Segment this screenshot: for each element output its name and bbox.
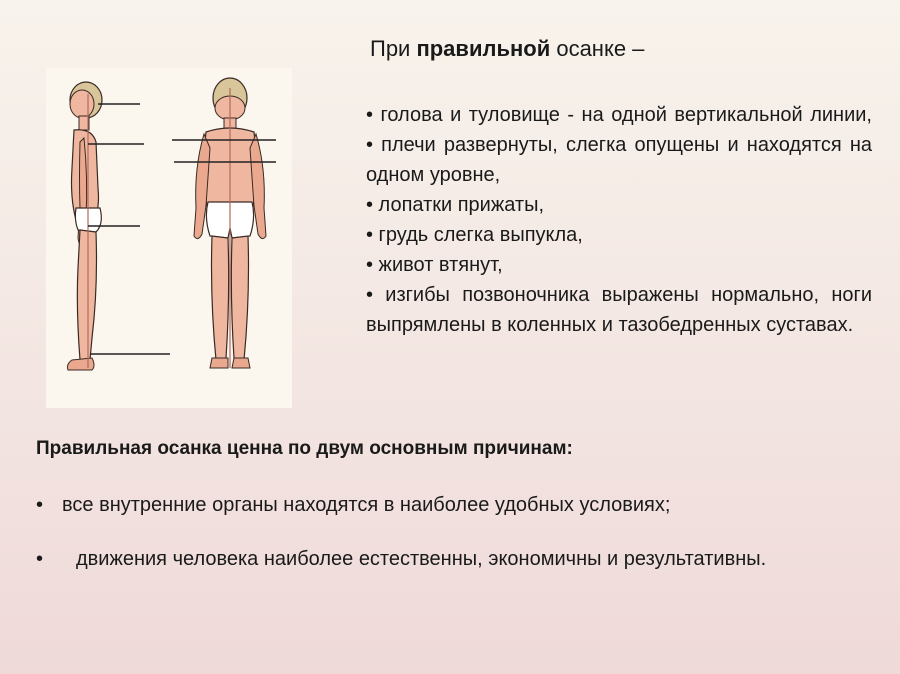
back-view-figure xyxy=(194,78,266,368)
feature-item: • живот втянут, xyxy=(366,254,503,276)
posture-illustration xyxy=(46,68,292,408)
reason-item xyxy=(36,490,866,521)
bullet-dot: • xyxy=(36,494,44,516)
title-bold: правильной xyxy=(416,36,551,61)
reason-text: все внутренние органы находятся в наиболее удобных условиях; xyxy=(62,494,671,516)
page-title xyxy=(370,36,644,62)
feature-item: • грудь слегка выпукла, xyxy=(366,224,583,246)
title-suffix: осанке – xyxy=(550,36,645,61)
feature-item: • лопатки прижаты, xyxy=(366,194,545,216)
side-view-marker-lines xyxy=(88,104,170,354)
reasons-heading: Правильная осанка ценна по двум основным причинам: xyxy=(36,438,573,459)
posture-features-list xyxy=(366,100,872,340)
feature-item: • плечи развернуты, слегка опущены и находятся на одном уровне, xyxy=(366,134,872,186)
feature-item: • изгибы позвоночника выражены нормально, ноги выпрямлены в коленных и тазобедренных суставах. xyxy=(366,284,872,336)
reason-text: движения человека наиболее естественны, экономичны и результативны. xyxy=(76,548,767,570)
posture-figures xyxy=(46,68,292,408)
title-prefix: При xyxy=(370,36,417,61)
bullet-dot: • xyxy=(36,548,44,570)
reason-item xyxy=(36,544,866,575)
feature-item: • голова и туловище - на одной вертикальной линии, xyxy=(366,104,872,126)
